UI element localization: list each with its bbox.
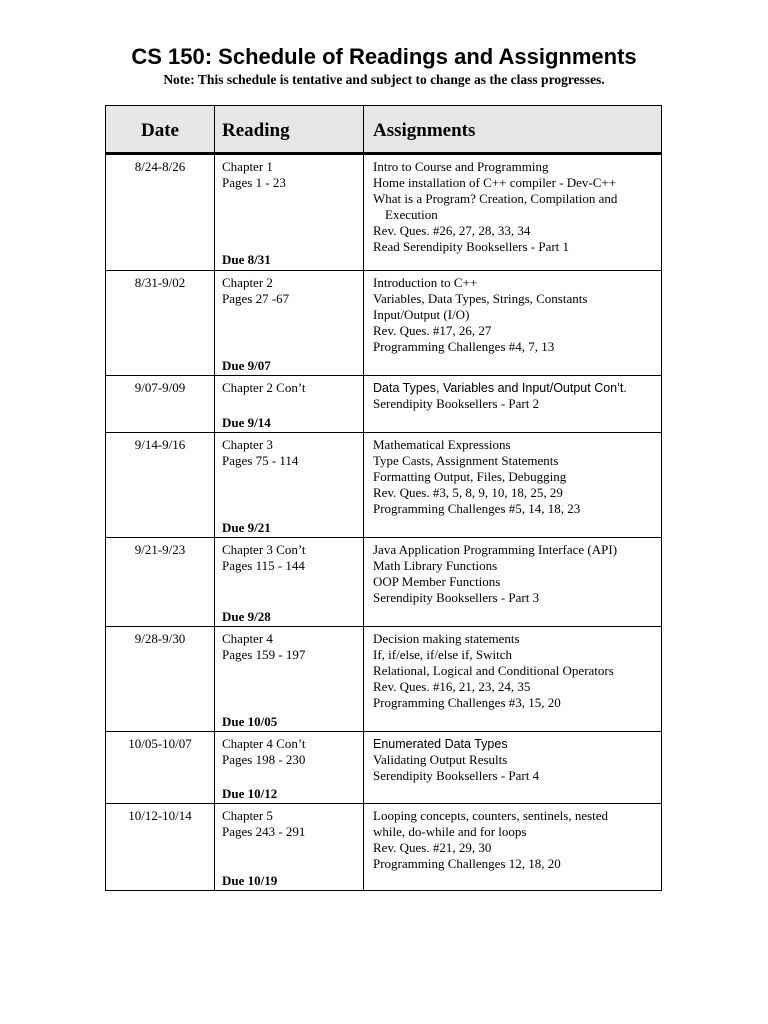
assignment-line: Programming Challenges #3, 15, 20 [373,695,561,710]
assignment-line: Math Library Functions [373,558,498,573]
header-assignments: Assignments [373,120,476,141]
row-due-date: Due 10/05 [222,714,278,729]
assignment-line: Home installation of C++ compiler - Dev-C++ [373,175,617,190]
assignment-line: Serendipity Booksellers - Part 4 [373,768,540,783]
table-header [106,106,661,155]
table-row [106,537,661,627]
row-due-date: Due 9/07 [222,358,271,373]
assignment-line: Serendipity Booksellers - Part 2 [373,396,540,411]
assignment-line: What is a Program? Creation, Compilation and [373,191,618,206]
reading-line: Chapter 3 Con’t [222,542,306,557]
reading-line: Pages 27 -67 [222,291,290,306]
header-reading: Reading [222,120,290,141]
schedule-note: Note: This schedule is tentative and subject to change as the class progresses. [163,72,605,87]
row-assignments [373,542,658,606]
assignment-line: Rev. Ques. #16, 21, 23, 24, 35 [373,679,531,694]
assignment-line: Intro to Course and Programming [373,159,549,174]
assignment-line: Relational, Logical and Conditional Operators [373,663,614,678]
row-assignments [373,437,658,517]
reading-line: Chapter 1 [222,159,273,174]
row-reading [222,736,357,768]
row-due-date: Due 9/21 [222,520,271,535]
table-row [106,155,661,270]
reading-line: Chapter 3 [222,437,273,452]
table-row [106,432,661,538]
row-due-date: Due 9/28 [222,609,271,624]
table-row [106,626,661,732]
assignment-line: Input/Output (I/O) [373,307,470,322]
row-date: 9/21-9/23 [134,542,186,557]
row-assignments [373,631,658,711]
reading-line: Pages 115 - 144 [222,558,305,573]
row-date: 9/14-9/16 [134,437,186,452]
row-reading [222,437,357,469]
column-divider [214,106,215,890]
row-assignments [373,159,658,255]
row-reading [222,631,357,663]
column-divider [363,106,364,890]
reading-line: Pages 75 - 114 [222,453,299,468]
row-reading [222,159,357,191]
page-title: CS 150: Schedule of Readings and Assignments [131,44,637,69]
assignment-line: Rev. Ques. #3, 5, 8, 9, 10, 18, 25, 29 [373,485,563,500]
row-due-date: Due 8/31 [222,252,271,267]
row-reading [222,275,357,307]
schedule-table [105,105,662,891]
assignment-line: Programming Challenges 12, 18, 20 [373,856,561,871]
assignment-line: Rev. Ques. #17, 26, 27 [373,323,492,338]
assignment-line: Rev. Ques. #26, 27, 28, 33, 34 [373,223,531,238]
reading-line: Chapter 2 [222,275,273,290]
row-date: 10/12-10/14 [128,808,192,823]
assignment-line: Rev. Ques. #21, 29, 30 [373,840,492,855]
row-date: 8/31-9/02 [134,275,186,290]
row-date: 8/24-8/26 [134,159,186,174]
row-assignments [373,736,658,784]
row-assignments [373,380,658,412]
assignment-line: Read Serendipity Booksellers - Part 1 [373,239,570,254]
row-date: 9/28-9/30 [134,631,186,646]
assignment-line: If, if/else, if/else if, Switch [373,647,512,662]
row-reading [222,808,357,840]
assignment-line: Decision making statements [373,631,520,646]
assignment-line: while, do-while and for loops [373,824,527,839]
table-row [106,270,661,376]
row-due-date: Due 10/19 [222,873,278,888]
reading-line: Pages 159 - 197 [222,647,306,662]
assignment-line: Execution [385,207,438,222]
reading-line: Chapter 4 Con’t [222,736,306,751]
assignment-line: Formatting Output, Files, Debugging [373,469,567,484]
assignment-line: Java Application Programming Interface (API) [373,542,618,557]
reading-line: Pages 1 - 23 [222,175,286,190]
row-reading [222,542,357,574]
assignment-line: Validating Output Results [373,752,508,767]
row-due-date: Due 9/14 [222,415,271,430]
row-assignments [373,808,658,872]
assignment-line: Type Casts, Assignment Statements [373,453,559,468]
header-date: Date [141,120,179,141]
row-reading [222,380,357,396]
reading-line: Pages 198 - 230 [222,752,306,767]
row-assignments [373,275,658,355]
assignment-line: Data Types, Variables and Input/Output Con’t. [373,381,627,395]
assignment-line: Looping concepts, counters, sentinels, nested [373,808,609,823]
assignment-line: Variables, Data Types, Strings, Constants [373,291,588,306]
reading-line: Chapter 2 Con’t [222,380,306,395]
reading-line: Chapter 4 [222,631,273,646]
assignment-line: Introduction to C++ [373,275,478,290]
table-row [106,731,661,804]
row-due-date: Due 10/12 [222,786,278,801]
row-date: 9/07-9/09 [134,380,186,395]
assignment-line: OOP Member Functions [373,574,501,589]
assignment-line: Programming Challenges #4, 7, 13 [373,339,555,354]
assignment-line: Enumerated Data Types [373,737,508,751]
row-date: 10/05-10/07 [128,736,192,751]
assignment-line: Mathematical Expressions [373,437,511,452]
reading-line: Pages 243 - 291 [222,824,306,839]
assignment-line: Serendipity Booksellers - Part 3 [373,590,540,605]
reading-line: Chapter 5 [222,808,273,823]
assignment-line: Programming Challenges #5, 14, 18, 23 [373,501,581,516]
table-row [106,375,661,433]
table-row [106,803,661,891]
